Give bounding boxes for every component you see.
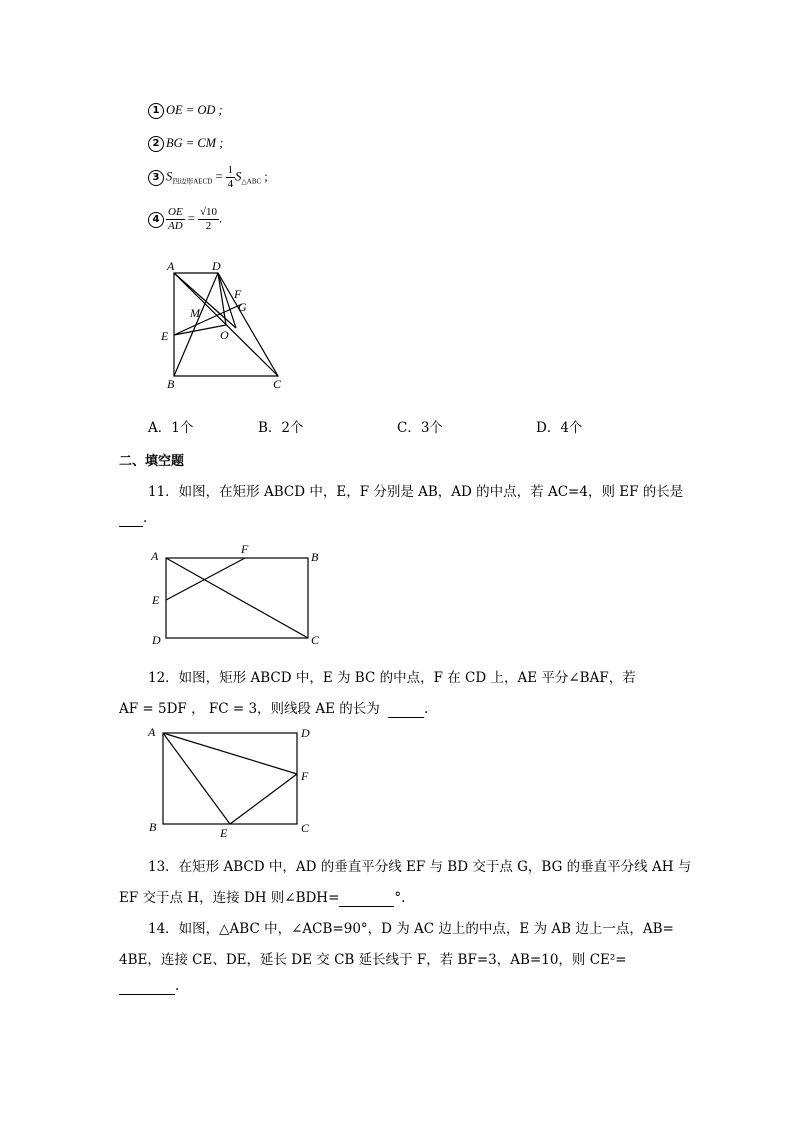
q12-line2 <box>119 697 428 718</box>
label-B: B <box>149 820 157 834</box>
label-D: D <box>152 633 161 647</box>
answer-blank <box>339 890 394 907</box>
option-2 <box>148 136 223 152</box>
label-E: E <box>152 593 160 607</box>
label-D: D <box>212 259 221 273</box>
circled-number-3: 3 <box>148 170 164 186</box>
fraction-numerator: 1 <box>227 164 234 176</box>
q13-line2-end: °. <box>394 890 406 906</box>
q14-line3-end: . <box>175 978 180 994</box>
fraction-one-quarter <box>226 164 236 191</box>
fraction-denominator: AD <box>168 220 183 232</box>
label-B: B <box>311 550 319 564</box>
figure-q11-lines <box>166 558 308 638</box>
q12-line1: 12．如图，矩形 ABCD 中，E 为 BC 的中点，F 在 CD 上，AE 平分∠BAF，若 <box>148 670 636 686</box>
q13-line1: 13．在矩形 ABCD 中，AD 的垂直平分线 EF 与 BD 交于点 G，BG 的垂直平分线 AH 与 <box>148 859 692 875</box>
choice-c: C．3个 <box>397 420 443 436</box>
fraction-sqrt10-over-2 <box>198 206 219 233</box>
option-1 <box>148 103 223 119</box>
option-3-tail: ; <box>264 169 268 184</box>
area-symbol-right: S <box>235 169 242 184</box>
q11-line2 <box>119 510 147 527</box>
choice-d: D．4个 <box>536 420 583 436</box>
figure-q11 <box>145 540 330 650</box>
label-B: B <box>167 377 175 391</box>
q12-line2-text: AF = 5DF ， FC = 3，则线段 AE 的长为 <box>119 701 380 717</box>
option-4-tail: . <box>219 211 223 226</box>
q11-line2-end: . <box>143 510 148 526</box>
figure-q12-lines <box>163 733 297 824</box>
equals-sign: = <box>215 169 223 184</box>
label-F: F <box>234 287 242 301</box>
q14-line2: 4BE，连接 CE、DE，延长 DE 交 CB 延长线于 F，若 BF=3，AB=10，则 CE²= <box>119 952 627 968</box>
label-A: A <box>151 549 159 563</box>
q13-line2-text: EF 交于点 H，连接 DH 则∠BDH= <box>119 890 340 906</box>
label-O: O <box>220 328 229 342</box>
fraction-numerator: OE <box>168 206 183 218</box>
q14-line1: 14．如图，△ABC 中，∠ACB=90°，D 为 AC 边上的中点，E 为 AB 边上一点，AB= <box>148 921 674 937</box>
label-A: A <box>167 259 175 273</box>
area-subscript-left: 四边形AECD <box>172 177 213 186</box>
figure-q10-lines <box>174 273 278 376</box>
q14-line3 <box>119 978 179 995</box>
label-F: F <box>301 769 309 783</box>
fraction-denominator: 2 <box>205 220 212 232</box>
circled-number-4: 4 <box>148 212 164 228</box>
q11-line1: 11．如图，在矩形 ABCD 中，E，F 分别是 AB，AD 的中点，若 AC=4，则 EF 的长是 <box>148 484 684 500</box>
circled-number-1: 1 <box>148 103 164 119</box>
section-title: 二、填空题 <box>119 454 185 469</box>
q13-line2 <box>119 886 405 907</box>
choice-a: A．1个 <box>148 420 194 436</box>
figure-q10 <box>155 255 295 395</box>
label-C: C <box>273 377 282 391</box>
answer-blank <box>119 510 143 527</box>
label-E: E <box>220 826 228 837</box>
fraction-numerator: √10 <box>199 206 218 218</box>
fraction-denominator: 4 <box>227 178 234 190</box>
label-C: C <box>311 633 320 647</box>
q12-line2-end: . <box>424 701 429 717</box>
option-2-text: BG = CM ; <box>166 136 224 150</box>
label-E: E <box>161 329 169 343</box>
circled-number-2: 2 <box>148 136 164 152</box>
answer-blank <box>119 978 175 995</box>
option-3 <box>148 164 268 191</box>
figure-q12 <box>145 722 320 837</box>
label-C: C <box>301 821 310 835</box>
area-symbol-left: S <box>166 169 173 184</box>
choice-b: B．2个 <box>258 420 304 436</box>
label-M: M <box>190 306 200 320</box>
fraction-oe-ad <box>166 206 185 233</box>
label-A: A <box>148 725 156 739</box>
equals-sign: = <box>187 211 195 226</box>
area-subscript-right: △ABC <box>241 177 262 186</box>
label-D: D <box>301 726 310 740</box>
answer-blank <box>388 701 424 718</box>
option-4 <box>148 206 222 233</box>
label-G: G <box>238 300 247 314</box>
option-1-text: OE = OD ; <box>166 103 223 117</box>
label-F: F <box>241 542 249 556</box>
